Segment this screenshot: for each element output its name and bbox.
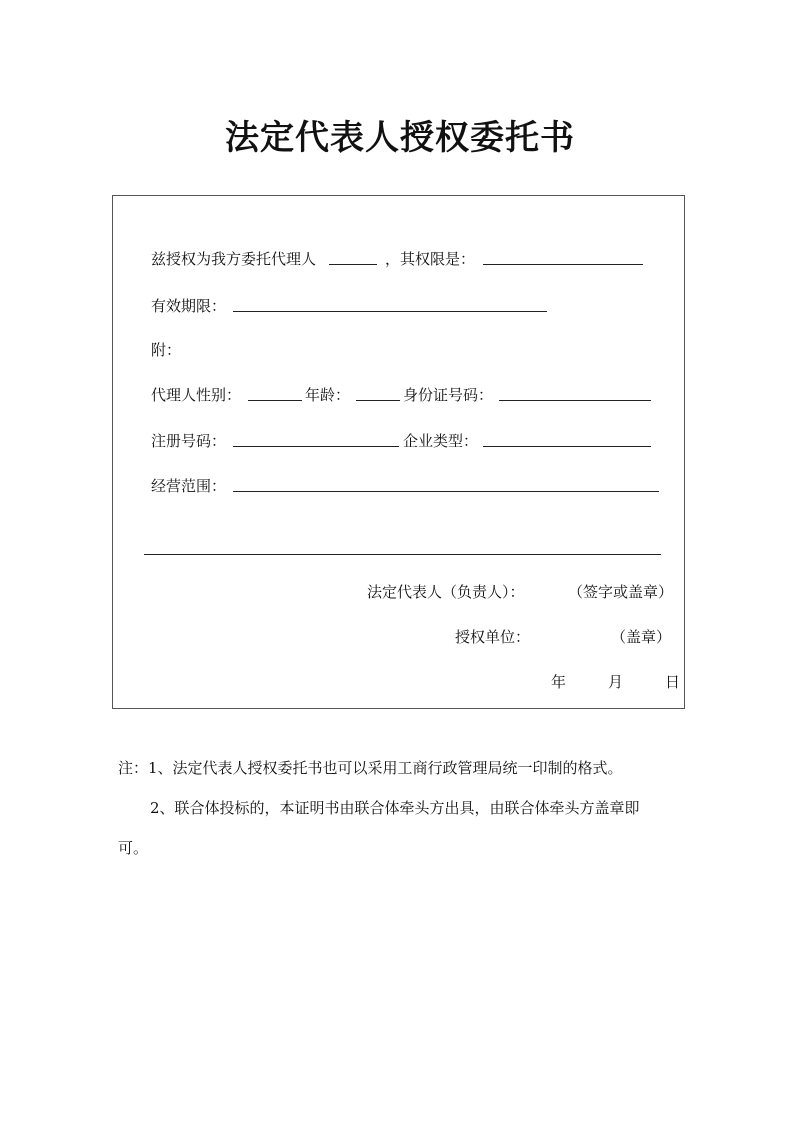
- date-year-label: 年: [551, 673, 567, 691]
- authority-scope-field[interactable]: [483, 264, 643, 265]
- agent-appointment-label: 兹授权为我方委托代理人: [151, 250, 317, 268]
- note-2-continued: 可。: [118, 839, 149, 857]
- note-2: 2、联合体投标的，本证明书由联合体牵头方出具，由联合体牵头方盖章即: [150, 799, 640, 817]
- registration-field[interactable]: [233, 446, 399, 447]
- seal-text: （盖章）: [611, 628, 672, 646]
- age-field[interactable]: [356, 400, 400, 401]
- id-number-field[interactable]: [499, 400, 651, 401]
- age-label: 年龄：: [305, 386, 351, 404]
- authorization-form-box: [112, 195, 685, 709]
- gender-field[interactable]: [248, 400, 302, 401]
- registration-label: 注册号码：: [151, 432, 227, 450]
- business-scope-label: 经营范围：: [151, 477, 227, 495]
- agent-name-field[interactable]: [329, 264, 377, 265]
- note-1: 注：1、法定代表人授权委托书也可以采用工商行政管理局统一印制的格式。: [118, 759, 623, 777]
- validity-field[interactable]: [233, 311, 547, 312]
- id-number-label: 身份证号码：: [403, 386, 494, 404]
- legal-rep-label: 法定代表人（负责人）：: [367, 583, 525, 601]
- document-title: 法定代表人授权委托书: [225, 118, 575, 158]
- company-type-field[interactable]: [483, 446, 651, 447]
- additional-line[interactable]: [144, 554, 661, 555]
- company-type-label: 企业类型：: [403, 432, 479, 450]
- date-day-label: 日: [665, 673, 681, 691]
- gender-label: 代理人性别：: [151, 386, 242, 404]
- business-scope-field[interactable]: [233, 491, 659, 492]
- validity-label: 有效期限：: [151, 297, 227, 315]
- attachment-label: 附：: [151, 341, 182, 359]
- authorizing-unit-label: 授权单位：: [455, 628, 531, 646]
- authority-scope-label: ，其权限是：: [385, 250, 476, 268]
- date-month-label: 月: [608, 673, 624, 691]
- sign-or-seal-text: （签字或盖章）: [568, 583, 674, 601]
- notes-section: [118, 748, 688, 868]
